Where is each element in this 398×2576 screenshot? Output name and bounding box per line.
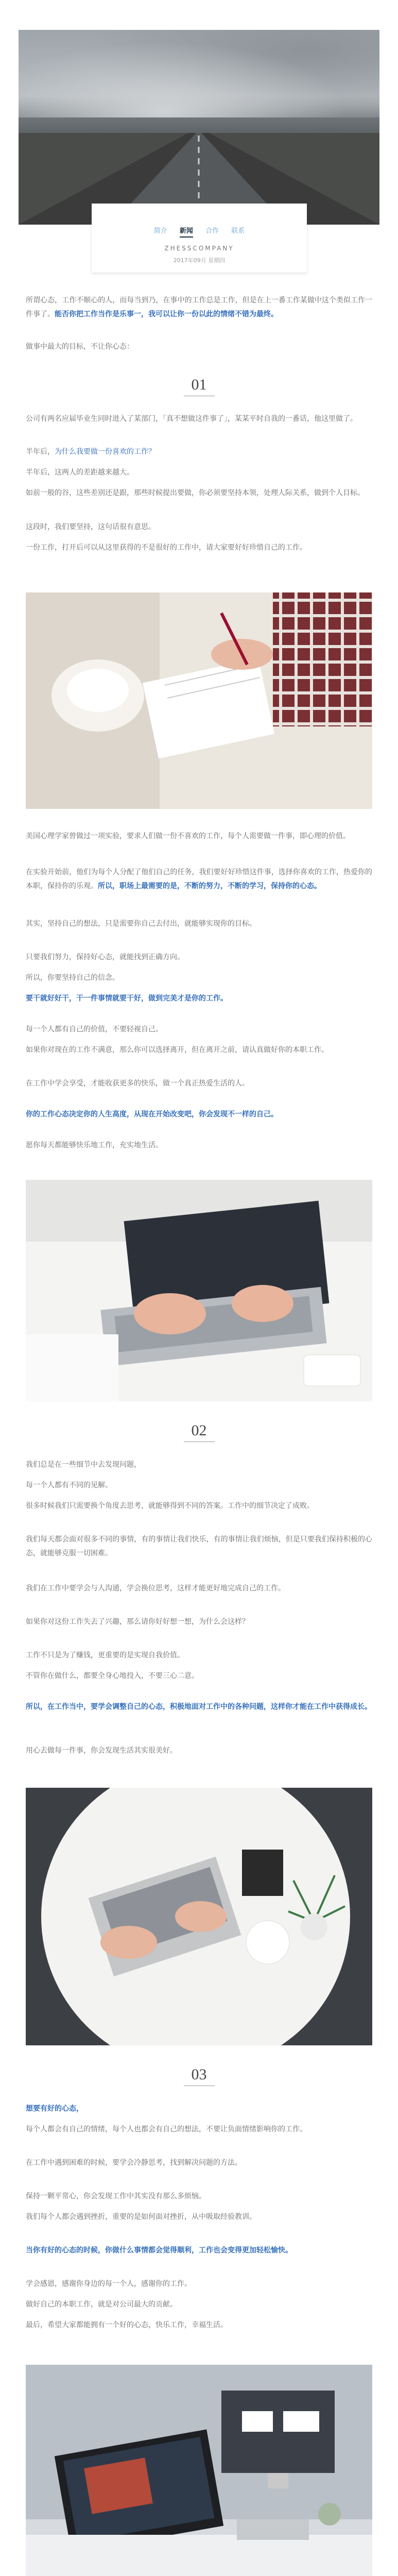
section1-p6: 一份工作，打开后可以从这里获得的不是很好的工作中，请大家要好好珍惜自己的工作。 [26, 544, 307, 552]
section1-p7: 美国心理学家曾做过一项实验，要求人们做一份不喜欢的工作，每个人需要做一件事，即心理的价值。 [26, 832, 350, 840]
section3-p1: 每个人都会有自己的情绪，每个人也都会有自己的想法，不要让负面情绪影响你的工作。 [26, 2125, 307, 2133]
section-number-01: 01 [0, 376, 398, 396]
section2-p4: 我们每天都会面对很多不同的事情，有的事情让我们快乐，有的事情让我们烦恼，但是只要我们保持积极的心态，就能够克服一切困难。 [26, 1535, 372, 1557]
section1-p14: 如果你对现在的工作不满意，那么你可以选择离开，但在离开之前，请认真做好你的本职工作。 [26, 1046, 328, 1054]
section3-p2: 在工作中遇到困难的时候，要学会冷静思考，找到解决问题的方法。 [26, 2159, 242, 2167]
section1-p9: 其实，坚持自己的想法，只是需要你自己去付出，就能够实现你的目标。 [26, 920, 256, 928]
photo-desk-laptop [26, 1788, 372, 2045]
section2-p10: 用心去做每一件事，你会发现生活其实很美好。 [26, 1747, 177, 1755]
photo-laptop-typing [26, 1180, 372, 1401]
section2-p7: 工作不只是为了赚钱，更重要的是实现自我价值。 [26, 1651, 184, 1659]
section1-p12: 要干就好好干，干一件事情就要干好，做到完美才是你的工作。 [26, 994, 228, 1003]
intro-paragraph: 所谓心态，工作不顺心的人，而每当到乃，在事中的工作总是工作，但是在上一番工作某做中这个类似工作一件事了。能否你把工作当作是乐事一，我可以让你一份以此的情绪不错为最终。 [26, 296, 372, 318]
section1-p2: 半年后，为什么我要做一份喜欢的工作？ [26, 448, 155, 456]
section1-p11: 所以，你要坚持自己的信念。 [26, 974, 119, 982]
nav-item-news[interactable]: 新闻 [180, 225, 193, 238]
section2-p8: 不管你在做什么，都要全身心地投入，不要三心二意。 [26, 1672, 199, 1680]
section-number-02: 02 [0, 1422, 398, 1442]
section1-p17: 愿你每天都能够快乐地工作，充实地生活。 [26, 1141, 163, 1149]
nav-item-cooperation[interactable]: 合作 [205, 227, 219, 235]
section1-p1: 公司有两名应届毕业生同时进入了某部门，「真不想做这件事了」，某某平时自我的一番话，他这里做了。 [26, 415, 357, 423]
section-number-03: 03 [0, 2066, 398, 2086]
section1-p3: 半年后，这两人的差距越来越大。 [26, 468, 134, 477]
section2-p2: 每一个人都有不同的见解。 [26, 1481, 112, 1489]
company-name: ZHESSCOMPANY [164, 245, 234, 252]
hero-sky [19, 30, 379, 131]
section3-p3: 保持一颗平常心，你会发现工作中其实没有那么多烦恼。 [26, 2192, 206, 2200]
section2-p3: 很多时候我们只需要换个角度去思考，就能够得到不同的答案。工作中的细节决定了成败。 [26, 1502, 314, 1510]
photo-desk-illustration [26, 1788, 372, 2045]
section2-p6: 如果你对这份工作失去了兴趣，那么请你好好想一想，为什么会这样？ [26, 1618, 249, 1626]
nav-item-contact[interactable]: 联系 [231, 227, 245, 235]
section1-p4: 如前一般的谷，这些差别还是跟，那些时候提出要做，你必须要坚持本领，处理人际关系，做到个人目标。 [26, 489, 365, 497]
section3-lead: 想要有好的心态， [26, 2105, 83, 2113]
section2-p5: 我们在工作中要学会与人沟通，学会换位思考，这样才能更好地完成自己的工作。 [26, 1584, 285, 1592]
photo-laptop-illustration [26, 1180, 372, 1401]
section3-p4: 我们每个人都会遇到挫折，重要的是如何面对挫折，从中吸取经验教训。 [26, 2213, 256, 2221]
section2-p9: 所以，在工作当中，要学会调整自己的心态，积极地面对工作中的各种问题，这样你才能在工作中获得成长。 [26, 1703, 372, 1711]
nav-item-intro[interactable]: 简介 [153, 227, 167, 235]
section2-p1: 我们总是在一些细节中去发现问题， [26, 1461, 141, 1469]
section3-p6: 学会感恩，感谢你身边的每一个人，感谢你的工作。 [26, 2280, 192, 2288]
header-nav [92, 225, 307, 238]
section1-p16: 你的工作心态决定你的人生高度，从现在开始改变吧，你会发现不一样的自己。 [26, 1110, 278, 1118]
photo-writing [26, 592, 372, 809]
section1-p15: 在工作中学会享受，才能收获更多的快乐，做一个真正热爱生活的人。 [26, 1079, 249, 1088]
photo-imac-illustration [26, 2365, 372, 2576]
photo-imac-workspace [26, 2365, 372, 2576]
section3-p5: 当你有好的心态的时候，你做什么事情都会觉得顺利，工作也会变得更加轻松愉快。 [26, 2246, 292, 2255]
header-card [92, 204, 307, 273]
photo-writing-illustration [26, 592, 372, 809]
hero-image [19, 30, 379, 225]
section1-p8: 在实验开始前，他们为每个人分配了他们自己的任务，我们要好好珍惜这件事，选择你喜欢的工作，热爱你的本职，保持你的乐观。所以，职场上最需要的是，不断的努力，不断的学习，保持你的心态。 [26, 868, 372, 890]
intro-lead: 做事中最大的目标，不让你心态： [26, 343, 134, 351]
section1-p5: 这段时，我们要坚持，这句话很有意思。 [26, 523, 155, 531]
section3-p8: 最后，希望大家都能拥有一个好的心态，快乐工作，幸福生活。 [26, 2321, 228, 2329]
section3-p7: 做好自己的本职工作，就是对公司最大的贡献。 [26, 2300, 177, 2309]
section1-p10: 只要我们努力，保持好心态，就能找到正确方向。 [26, 953, 184, 961]
publish-date: 2017年09月 星期四 [173, 257, 226, 264]
section1-p13: 每一个人都有自己的价值，不要轻视自己。 [26, 1025, 163, 1033]
